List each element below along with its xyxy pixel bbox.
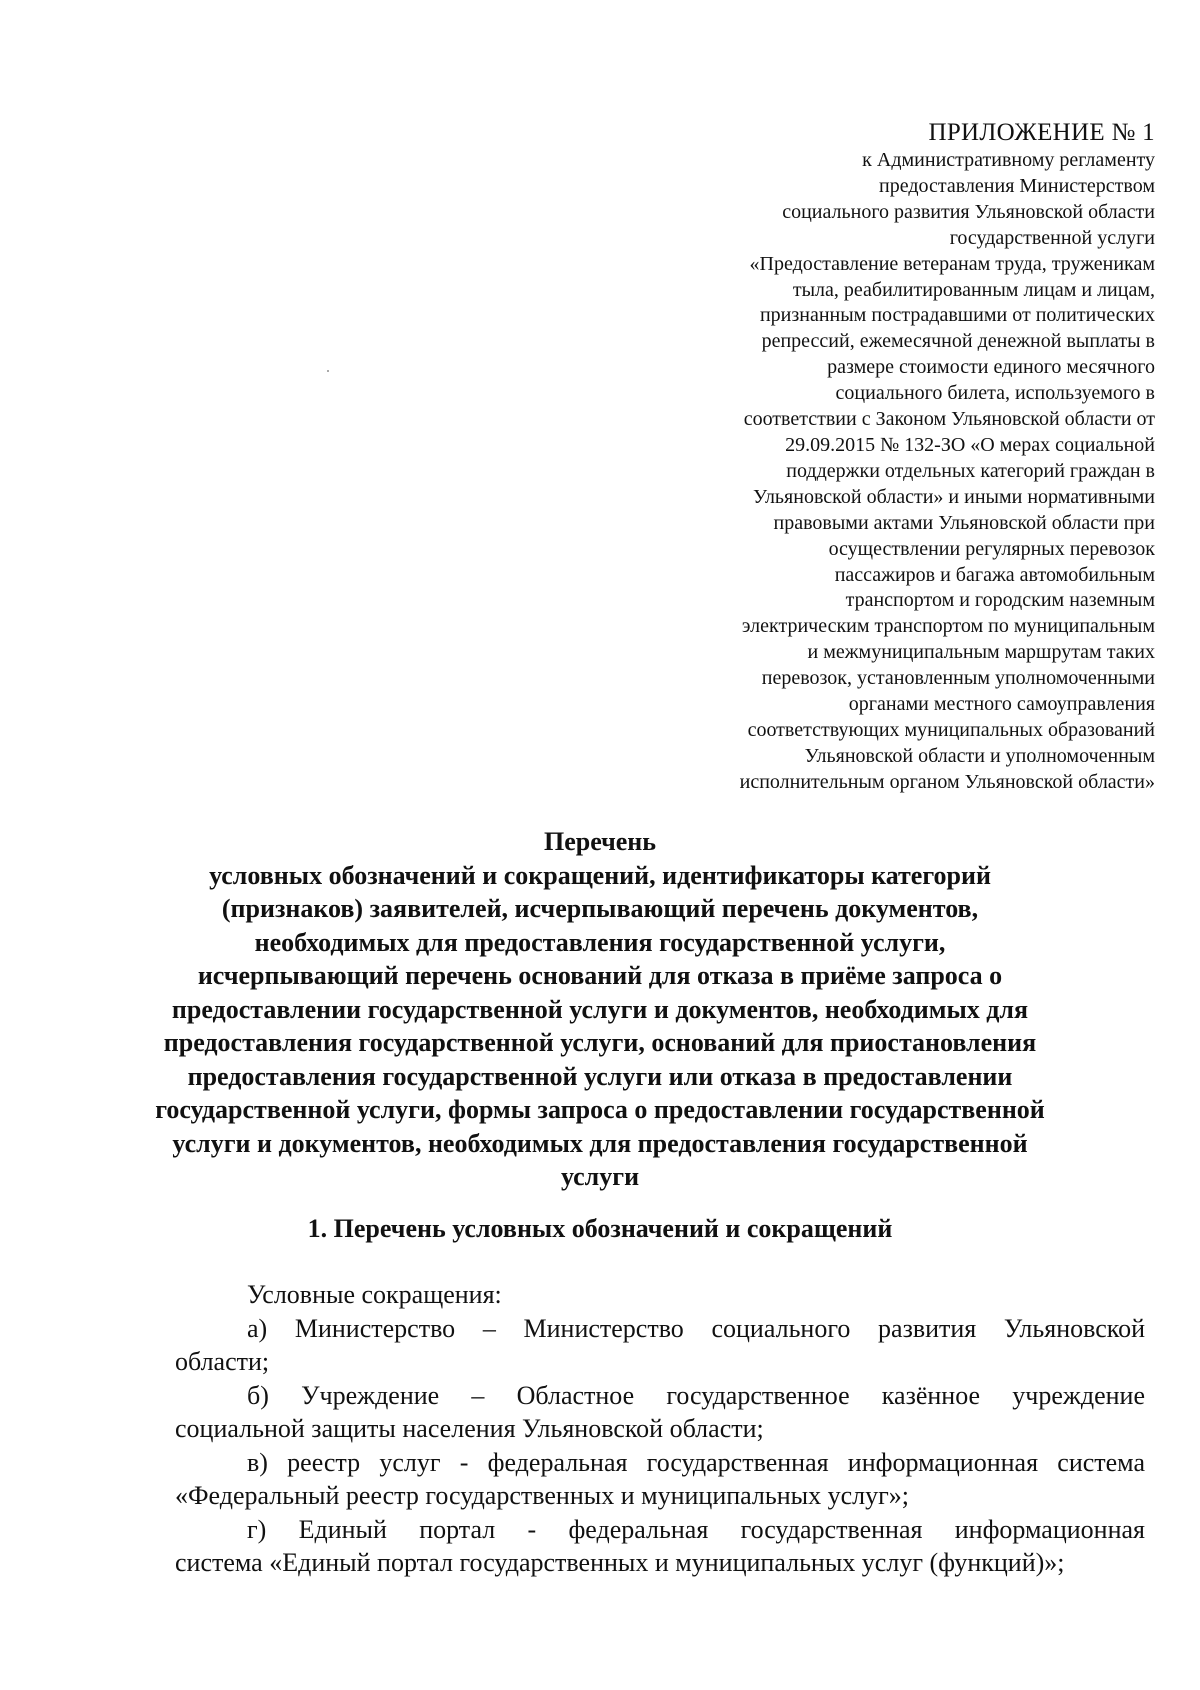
list-item-continuation: области; [175,1347,270,1376]
list-item-first-line: а) Министерство – Министерство социального развития Ульяновской [247,1313,1145,1343]
annex-line: исполнительным органом Ульяновской области» [739,770,1155,793]
title-line: необходимых для предоставления государственной услуги, [254,927,946,957]
title-line: предоставлении государственной услуги и документов, необходимых для [171,994,1029,1024]
title-line: Перечень [543,827,657,856]
annex-line: органами местного самоуправления [848,693,1155,716]
title-line: услуги и документов, необходимых для предоставления государственной [172,1128,1028,1158]
annex-line: репрессий, ежемесячной денежной выплаты в [761,330,1155,353]
annex-line: к Административному регламенту [862,149,1155,171]
title-line: (признаков) заявителей, исчерпывающий перечень документов, [221,894,979,923]
title-line: услуги [560,1162,640,1191]
section-heading: 1. Перечень условных обозначений и сокращений [307,1214,893,1243]
section-body [175,1278,1145,1580]
annex-line: признанным пострадавшими от политических [759,304,1155,327]
annex-line: тыла, реабилитированным лицам и лицам, [792,278,1155,301]
annex-line: 29.09.2015 № 132-ЗО «О мерах социальной [785,433,1155,456]
annex-line: Ульяновской области» и иными нормативными [753,485,1155,508]
annex-line: социального развития Ульяновской области [782,200,1155,223]
abbreviations-intro: Условные сокращения: [247,1280,502,1309]
list-item-first-line: в) реестр услуг - федеральная государственная информационная система [247,1447,1145,1477]
title-line: исчерпывающий перечень оснований для отказа в приёме запроса о [197,961,1003,990]
annex-line: Ульяновской области и уполномоченным [804,744,1155,767]
annex-line: правовыми актами Ульяновской области при [773,511,1155,534]
annex-line: осуществлении регулярных перевозок [828,537,1155,560]
annex-line: соответствующих муниципальных образований [747,718,1155,741]
scan-speck [327,370,329,372]
title-line: предоставления государственной услуги или отказа в предоставлении [187,1061,1013,1091]
list-item-first-line: г) Единый портал - федеральная государственная информационная [247,1514,1145,1544]
list-item-continuation: система «Единый портал государственных и муниципальных услуг (функций)»; [175,1548,1065,1577]
annex-line: перевозок, установленным уполномоченными [761,667,1155,690]
title-line: условных обозначений и сокращений, идентификаторы категорий [209,860,991,890]
annex-line: государственной услуги [949,226,1155,249]
title-line: государственной услуги, формы запроса о предоставлении государственной [155,1095,1045,1124]
annex-reference [660,148,1155,796]
annex-line: предоставления Министерством [879,174,1155,197]
annex-line: соответствии с Законом Ульяновской области от [743,408,1155,431]
list-item-first-line: б) Учреждение – Областное государственное казённое учреждение [247,1380,1145,1410]
annex-line: электрическим транспортом по муниципальным [741,615,1155,638]
annex-line: социального билета, используемого в [835,382,1155,405]
annex-line: и межмуниципальным маршрутам таких [807,641,1155,664]
list-item-continuation: «Федеральный реестр государственных и муниципальных услуг»; [175,1481,910,1510]
annex-line: размере стоимости единого месячного [827,356,1155,379]
annex-header [660,118,1155,796]
annex-line: «Предоставление ветеранам труда, труженикам [749,252,1155,275]
list-item-continuation: социальной защиты населения Ульяновской области; [175,1414,764,1443]
annex-line: транспортом и городским наземным [845,589,1155,612]
document-title [150,825,1050,1194]
title-line: предоставления государственной услуги, оснований для приостановления [163,1028,1037,1057]
annex-title: ПРИЛОЖЕНИЕ № 1 [928,119,1155,146]
annex-line: пассажиров и багажа автомобильным [834,563,1155,586]
annex-line: поддержки отдельных категорий граждан в [786,459,1155,482]
